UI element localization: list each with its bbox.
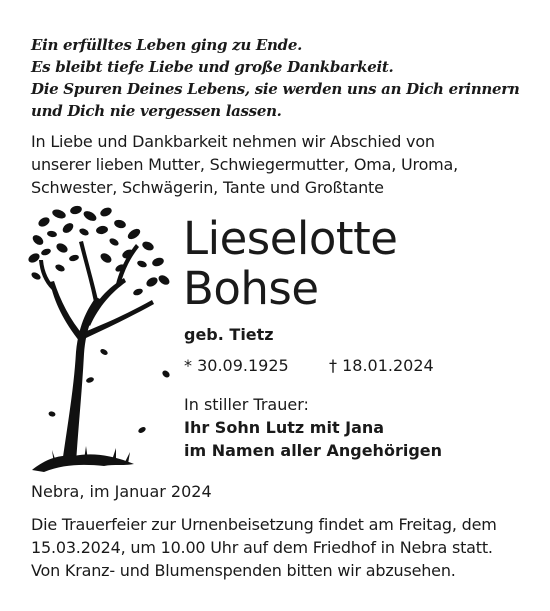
mourner-line: Ihr Sohn Lutz mit Jana	[184, 418, 385, 437]
birth-date: * 30.09.1925	[184, 356, 289, 375]
intro-line: Die Spuren Deines Lebens, sie werden uns an Dich erinnern	[31, 80, 520, 98]
mourner-line: im Namen aller Angehörigen	[184, 441, 443, 460]
funeral-line: Die Trauerfeier zur Urnenbeisetzung findet am Freitag, dem	[31, 515, 497, 534]
announcement-line: unserer lieben Mutter, Schwiegermutter, Oma, Uroma,	[31, 155, 459, 174]
deceased-first-name: Lieselotte	[183, 212, 398, 265]
deceased-name	[183, 214, 397, 314]
birth-name: geb. Tietz	[184, 325, 274, 344]
tree-with-falling-leaves-icon	[24, 202, 174, 477]
intro-line: Ein erfülltes Leben ging zu Ende.	[31, 36, 302, 54]
intro-verse	[31, 34, 531, 122]
announcement-text	[31, 130, 536, 199]
mourners-block	[184, 393, 442, 462]
announcement-line: Schwester, Schwägerin, Tante und Großtante	[31, 178, 384, 197]
funeral-line: Von Kranz- und Blumenspenden bitten wir abzusehen.	[31, 561, 456, 580]
death-date: † 18.01.2024	[329, 356, 434, 375]
intro-line: Es bleibt tiefe Liebe und große Dankbarkeit.	[31, 58, 394, 76]
deceased-last-name: Bohse	[183, 262, 319, 315]
funeral-line: 15.03.2024, um 10.00 Uhr auf dem Friedhof in Nebra statt.	[31, 538, 493, 557]
mourning-heading: In stiller Trauer:	[184, 395, 309, 414]
place-date: Nebra, im Januar 2024	[31, 482, 212, 501]
intro-line: und Dich nie vergessen lassen.	[31, 102, 282, 120]
funeral-info	[31, 513, 536, 582]
announcement-line: In Liebe und Dankbarkeit nehmen wir Abschied von	[31, 132, 435, 151]
